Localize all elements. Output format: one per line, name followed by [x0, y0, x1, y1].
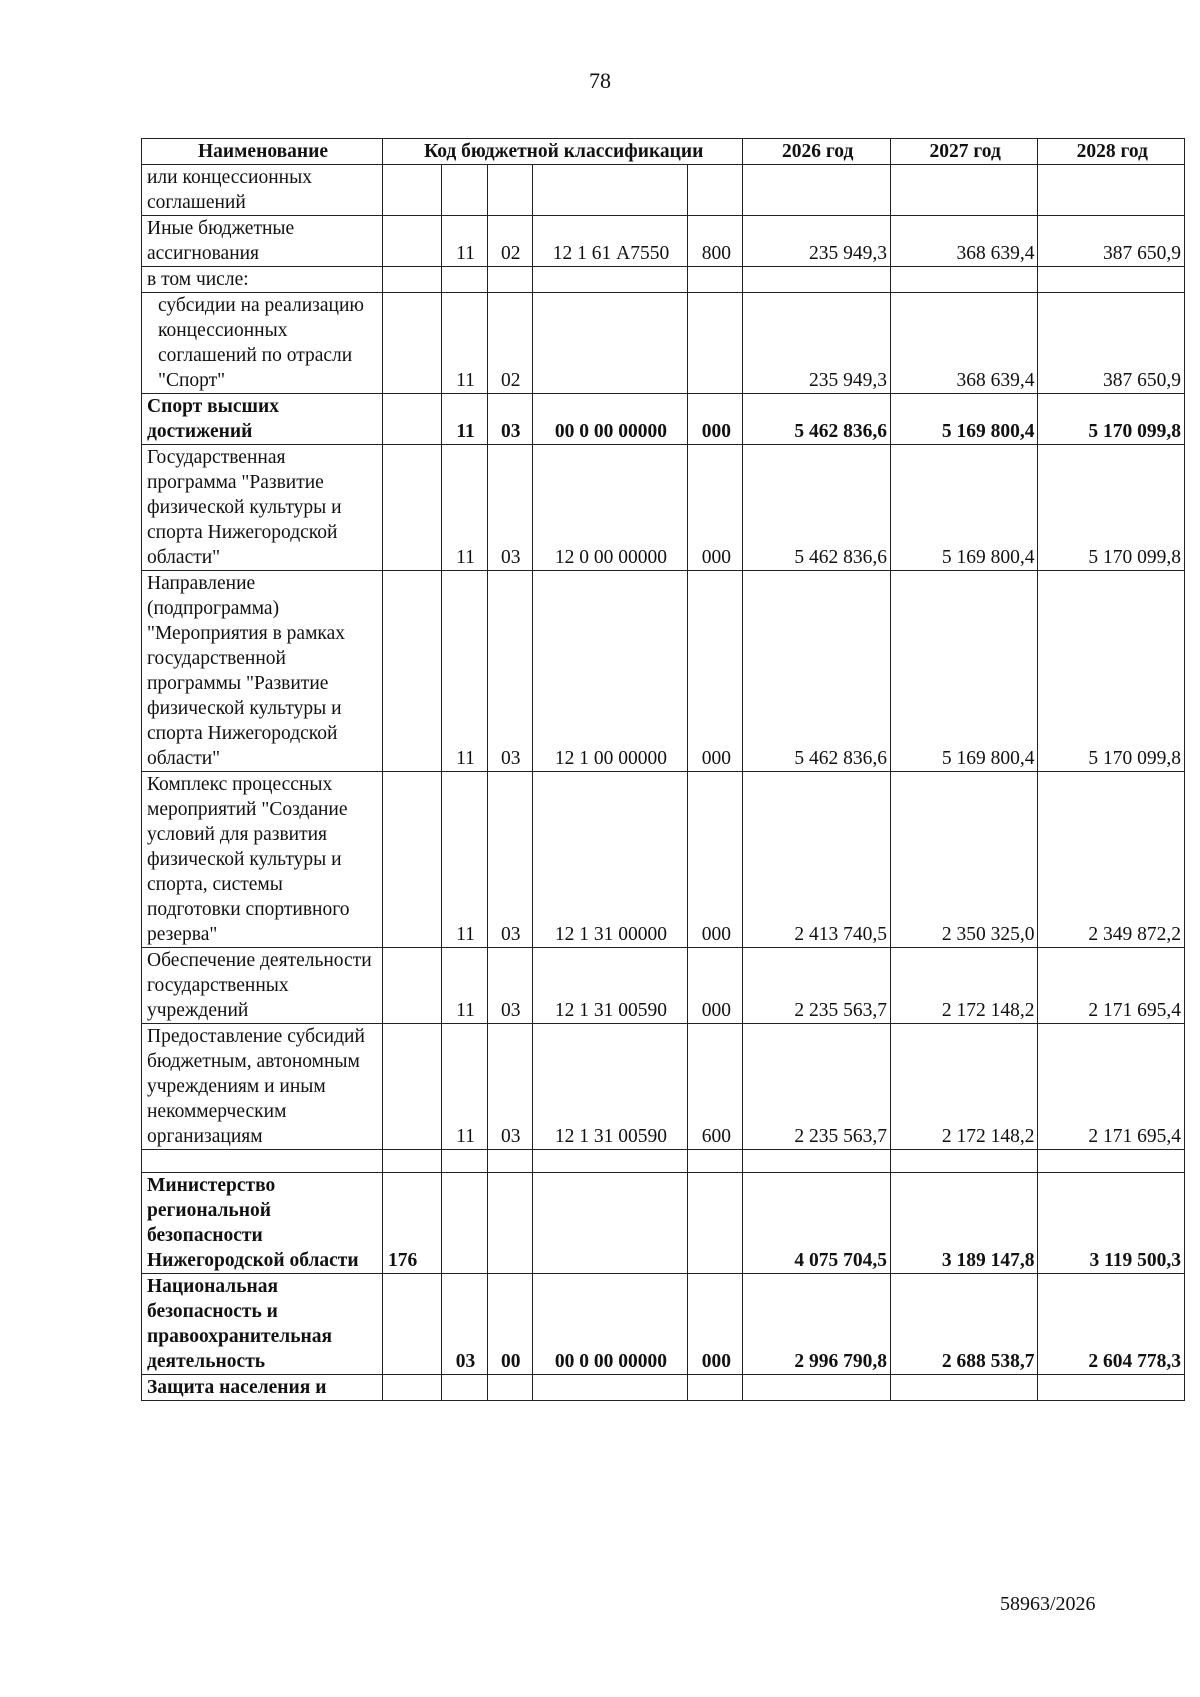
table-row	[142, 1173, 1185, 1274]
cell-section-code	[442, 1173, 488, 1274]
cell-target-article	[532, 293, 688, 394]
table-row	[142, 394, 1185, 445]
cell-amount-2026: 2 235 563,7	[743, 1024, 891, 1150]
cell-subsection-code: 02	[487, 216, 532, 267]
cell-amount-2028: 2 349 872,2	[1038, 772, 1185, 948]
cell-grbs-code	[383, 394, 442, 445]
cell-subsection-code	[487, 165, 532, 216]
cell-grbs-code	[383, 1150, 442, 1173]
cell-amount-2026: 4 075 704,5	[743, 1173, 891, 1274]
cell-subsection-code: 03	[487, 571, 532, 772]
cell-target-article	[532, 1150, 688, 1173]
cell-section-code: 11	[442, 445, 488, 571]
document-number: 58963/2026	[1000, 1593, 1096, 1615]
cell-name: Министерство региональной безопасности Нижегородской области	[142, 1173, 383, 1274]
cell-expense-type	[688, 1173, 743, 1274]
cell-expense-type: 000	[688, 1274, 743, 1375]
cell-subsection-code	[487, 1150, 532, 1173]
table-row	[142, 445, 1185, 571]
cell-amount-2027: 2 172 148,2	[890, 948, 1038, 1024]
cell-section-code: 11	[442, 293, 488, 394]
header-2028: 2028 год	[1038, 139, 1185, 165]
cell-name: Защита населения и	[142, 1375, 383, 1401]
cell-amount-2028: 5 170 099,8	[1038, 571, 1185, 772]
table-row	[142, 165, 1185, 216]
table-row	[142, 1024, 1185, 1150]
cell-section-code: 11	[442, 394, 488, 445]
cell-target-article: 12 1 31 00000	[532, 772, 688, 948]
cell-amount-2026: 5 462 836,6	[743, 445, 891, 571]
cell-grbs-code	[383, 1274, 442, 1375]
cell-name: Спорт высших достижений	[142, 394, 383, 445]
cell-section-code: 11	[442, 216, 488, 267]
cell-amount-2027: 2 172 148,2	[890, 1024, 1038, 1150]
cell-grbs-code	[383, 267, 442, 293]
cell-amount-2027: 2 350 325,0	[890, 772, 1038, 948]
table-body	[142, 165, 1185, 1401]
cell-amount-2026: 2 996 790,8	[743, 1274, 891, 1375]
cell-expense-type: 000	[688, 394, 743, 445]
cell-section-code: 11	[442, 1024, 488, 1150]
cell-target-article	[532, 165, 688, 216]
table-row	[142, 1150, 1185, 1173]
table-row	[142, 1274, 1185, 1375]
cell-amount-2027	[890, 1375, 1038, 1401]
cell-amount-2028	[1038, 165, 1185, 216]
header-code: Код бюджетной классификации	[383, 139, 743, 165]
cell-amount-2027: 368 639,4	[890, 293, 1038, 394]
cell-expense-type: 800	[688, 216, 743, 267]
cell-subsection-code: 03	[487, 1024, 532, 1150]
header-2026: 2026 год	[743, 139, 891, 165]
table-row	[142, 293, 1185, 394]
cell-name: в том числе:	[142, 267, 383, 293]
cell-amount-2028: 2 171 695,4	[1038, 1024, 1185, 1150]
cell-amount-2028: 387 650,9	[1038, 216, 1185, 267]
cell-target-article: 12 1 61 А7550	[532, 216, 688, 267]
cell-amount-2027	[890, 165, 1038, 216]
cell-amount-2027	[890, 267, 1038, 293]
cell-grbs-code	[383, 1024, 442, 1150]
cell-amount-2026	[743, 1150, 891, 1173]
cell-amount-2026: 235 949,3	[743, 216, 891, 267]
cell-section-code	[442, 267, 488, 293]
cell-amount-2027: 5 169 800,4	[890, 394, 1038, 445]
budget-table	[141, 138, 1185, 1401]
header-2027: 2027 год	[890, 139, 1038, 165]
cell-amount-2026	[743, 267, 891, 293]
cell-amount-2026: 5 462 836,6	[743, 571, 891, 772]
cell-amount-2026: 235 949,3	[743, 293, 891, 394]
cell-name: или концессионных соглашений	[142, 165, 383, 216]
cell-section-code	[442, 1375, 488, 1401]
cell-amount-2028	[1038, 267, 1185, 293]
cell-amount-2026: 2 413 740,5	[743, 772, 891, 948]
header-name: Наименование	[142, 139, 383, 165]
cell-subsection-code: 03	[487, 445, 532, 571]
cell-grbs-code	[383, 165, 442, 216]
table-row	[142, 216, 1185, 267]
cell-subsection-code: 02	[487, 293, 532, 394]
cell-name: Предоставление субсидий бюджетным, автономным учреждениям и иным некоммерческим организациям	[142, 1024, 383, 1150]
cell-subsection-code: 03	[487, 772, 532, 948]
cell-amount-2027: 368 639,4	[890, 216, 1038, 267]
cell-subsection-code	[487, 1173, 532, 1274]
cell-grbs-code: 176	[383, 1173, 442, 1274]
cell-expense-type	[688, 165, 743, 216]
cell-grbs-code	[383, 216, 442, 267]
cell-expense-type: 000	[688, 772, 743, 948]
cell-target-article	[532, 1375, 688, 1401]
cell-subsection-code	[487, 267, 532, 293]
cell-amount-2028: 2 171 695,4	[1038, 948, 1185, 1024]
cell-target-article: 00 0 00 00000	[532, 394, 688, 445]
cell-expense-type	[688, 1150, 743, 1173]
cell-section-code: 11	[442, 948, 488, 1024]
cell-grbs-code	[383, 571, 442, 772]
cell-expense-type: 600	[688, 1024, 743, 1150]
cell-section-code: 11	[442, 772, 488, 948]
cell-amount-2027: 3 189 147,8	[890, 1173, 1038, 1274]
cell-amount-2026: 5 462 836,6	[743, 394, 891, 445]
cell-amount-2028: 5 170 099,8	[1038, 394, 1185, 445]
cell-target-article: 12 1 00 00000	[532, 571, 688, 772]
cell-name: Обеспечение деятельности государственных учреждений	[142, 948, 383, 1024]
page-number: 78	[589, 68, 611, 93]
cell-amount-2028: 3 119 500,3	[1038, 1173, 1185, 1274]
cell-target-article	[532, 1173, 688, 1274]
cell-name	[142, 1150, 383, 1173]
cell-amount-2026	[743, 165, 891, 216]
cell-section-code	[442, 165, 488, 216]
cell-amount-2026	[743, 1375, 891, 1401]
cell-expense-type: 000	[688, 571, 743, 772]
cell-grbs-code	[383, 948, 442, 1024]
cell-amount-2027	[890, 1150, 1038, 1173]
cell-name: Национальная безопасность и правоохранительная деятельность	[142, 1274, 383, 1375]
cell-section-code	[442, 1150, 488, 1173]
cell-target-article: 12 0 00 00000	[532, 445, 688, 571]
cell-amount-2028: 2 604 778,3	[1038, 1274, 1185, 1375]
cell-target-article: 12 1 31 00590	[532, 948, 688, 1024]
cell-grbs-code	[383, 445, 442, 571]
cell-amount-2028	[1038, 1150, 1185, 1173]
cell-amount-2026: 2 235 563,7	[743, 948, 891, 1024]
cell-expense-type	[688, 267, 743, 293]
table-row	[142, 267, 1185, 293]
cell-grbs-code	[383, 1375, 442, 1401]
cell-target-article: 00 0 00 00000	[532, 1274, 688, 1375]
cell-name: Направление (подпрограмма) "Мероприятия в рамках государственной программы "Развитие физической культуры и спорта Нижегородской области"	[142, 571, 383, 772]
cell-amount-2027: 5 169 800,4	[890, 571, 1038, 772]
cell-section-code: 03	[442, 1274, 488, 1375]
cell-target-article	[532, 267, 688, 293]
cell-expense-type	[688, 293, 743, 394]
table-row	[142, 772, 1185, 948]
cell-target-article: 12 1 31 00590	[532, 1024, 688, 1150]
cell-amount-2027: 2 688 538,7	[890, 1274, 1038, 1375]
cell-expense-type: 000	[688, 948, 743, 1024]
cell-name: субсидии на реализацию концессионных соглашений по отрасли "Спорт"	[142, 293, 383, 394]
table-row	[142, 571, 1185, 772]
cell-name: Комплекс процессных мероприятий "Создание условий для развития физической культуры и спорта, системы подготовки спортивного резерва"	[142, 772, 383, 948]
table-row	[142, 1375, 1185, 1401]
cell-subsection-code: 00	[487, 1274, 532, 1375]
cell-subsection-code: 03	[487, 394, 532, 445]
cell-amount-2028: 387 650,9	[1038, 293, 1185, 394]
cell-grbs-code	[383, 293, 442, 394]
table-row	[142, 948, 1185, 1024]
cell-subsection-code: 03	[487, 948, 532, 1024]
cell-name: Иные бюджетные ассигнования	[142, 216, 383, 267]
cell-grbs-code	[383, 772, 442, 948]
table-header-row	[142, 139, 1185, 165]
cell-amount-2028	[1038, 1375, 1185, 1401]
cell-amount-2027: 5 169 800,4	[890, 445, 1038, 571]
cell-expense-type	[688, 1375, 743, 1401]
cell-name: Государственная программа "Развитие физической культуры и спорта Нижегородской области"	[142, 445, 383, 571]
cell-amount-2028: 5 170 099,8	[1038, 445, 1185, 571]
cell-section-code: 11	[442, 571, 488, 772]
cell-expense-type: 000	[688, 445, 743, 571]
cell-subsection-code	[487, 1375, 532, 1401]
